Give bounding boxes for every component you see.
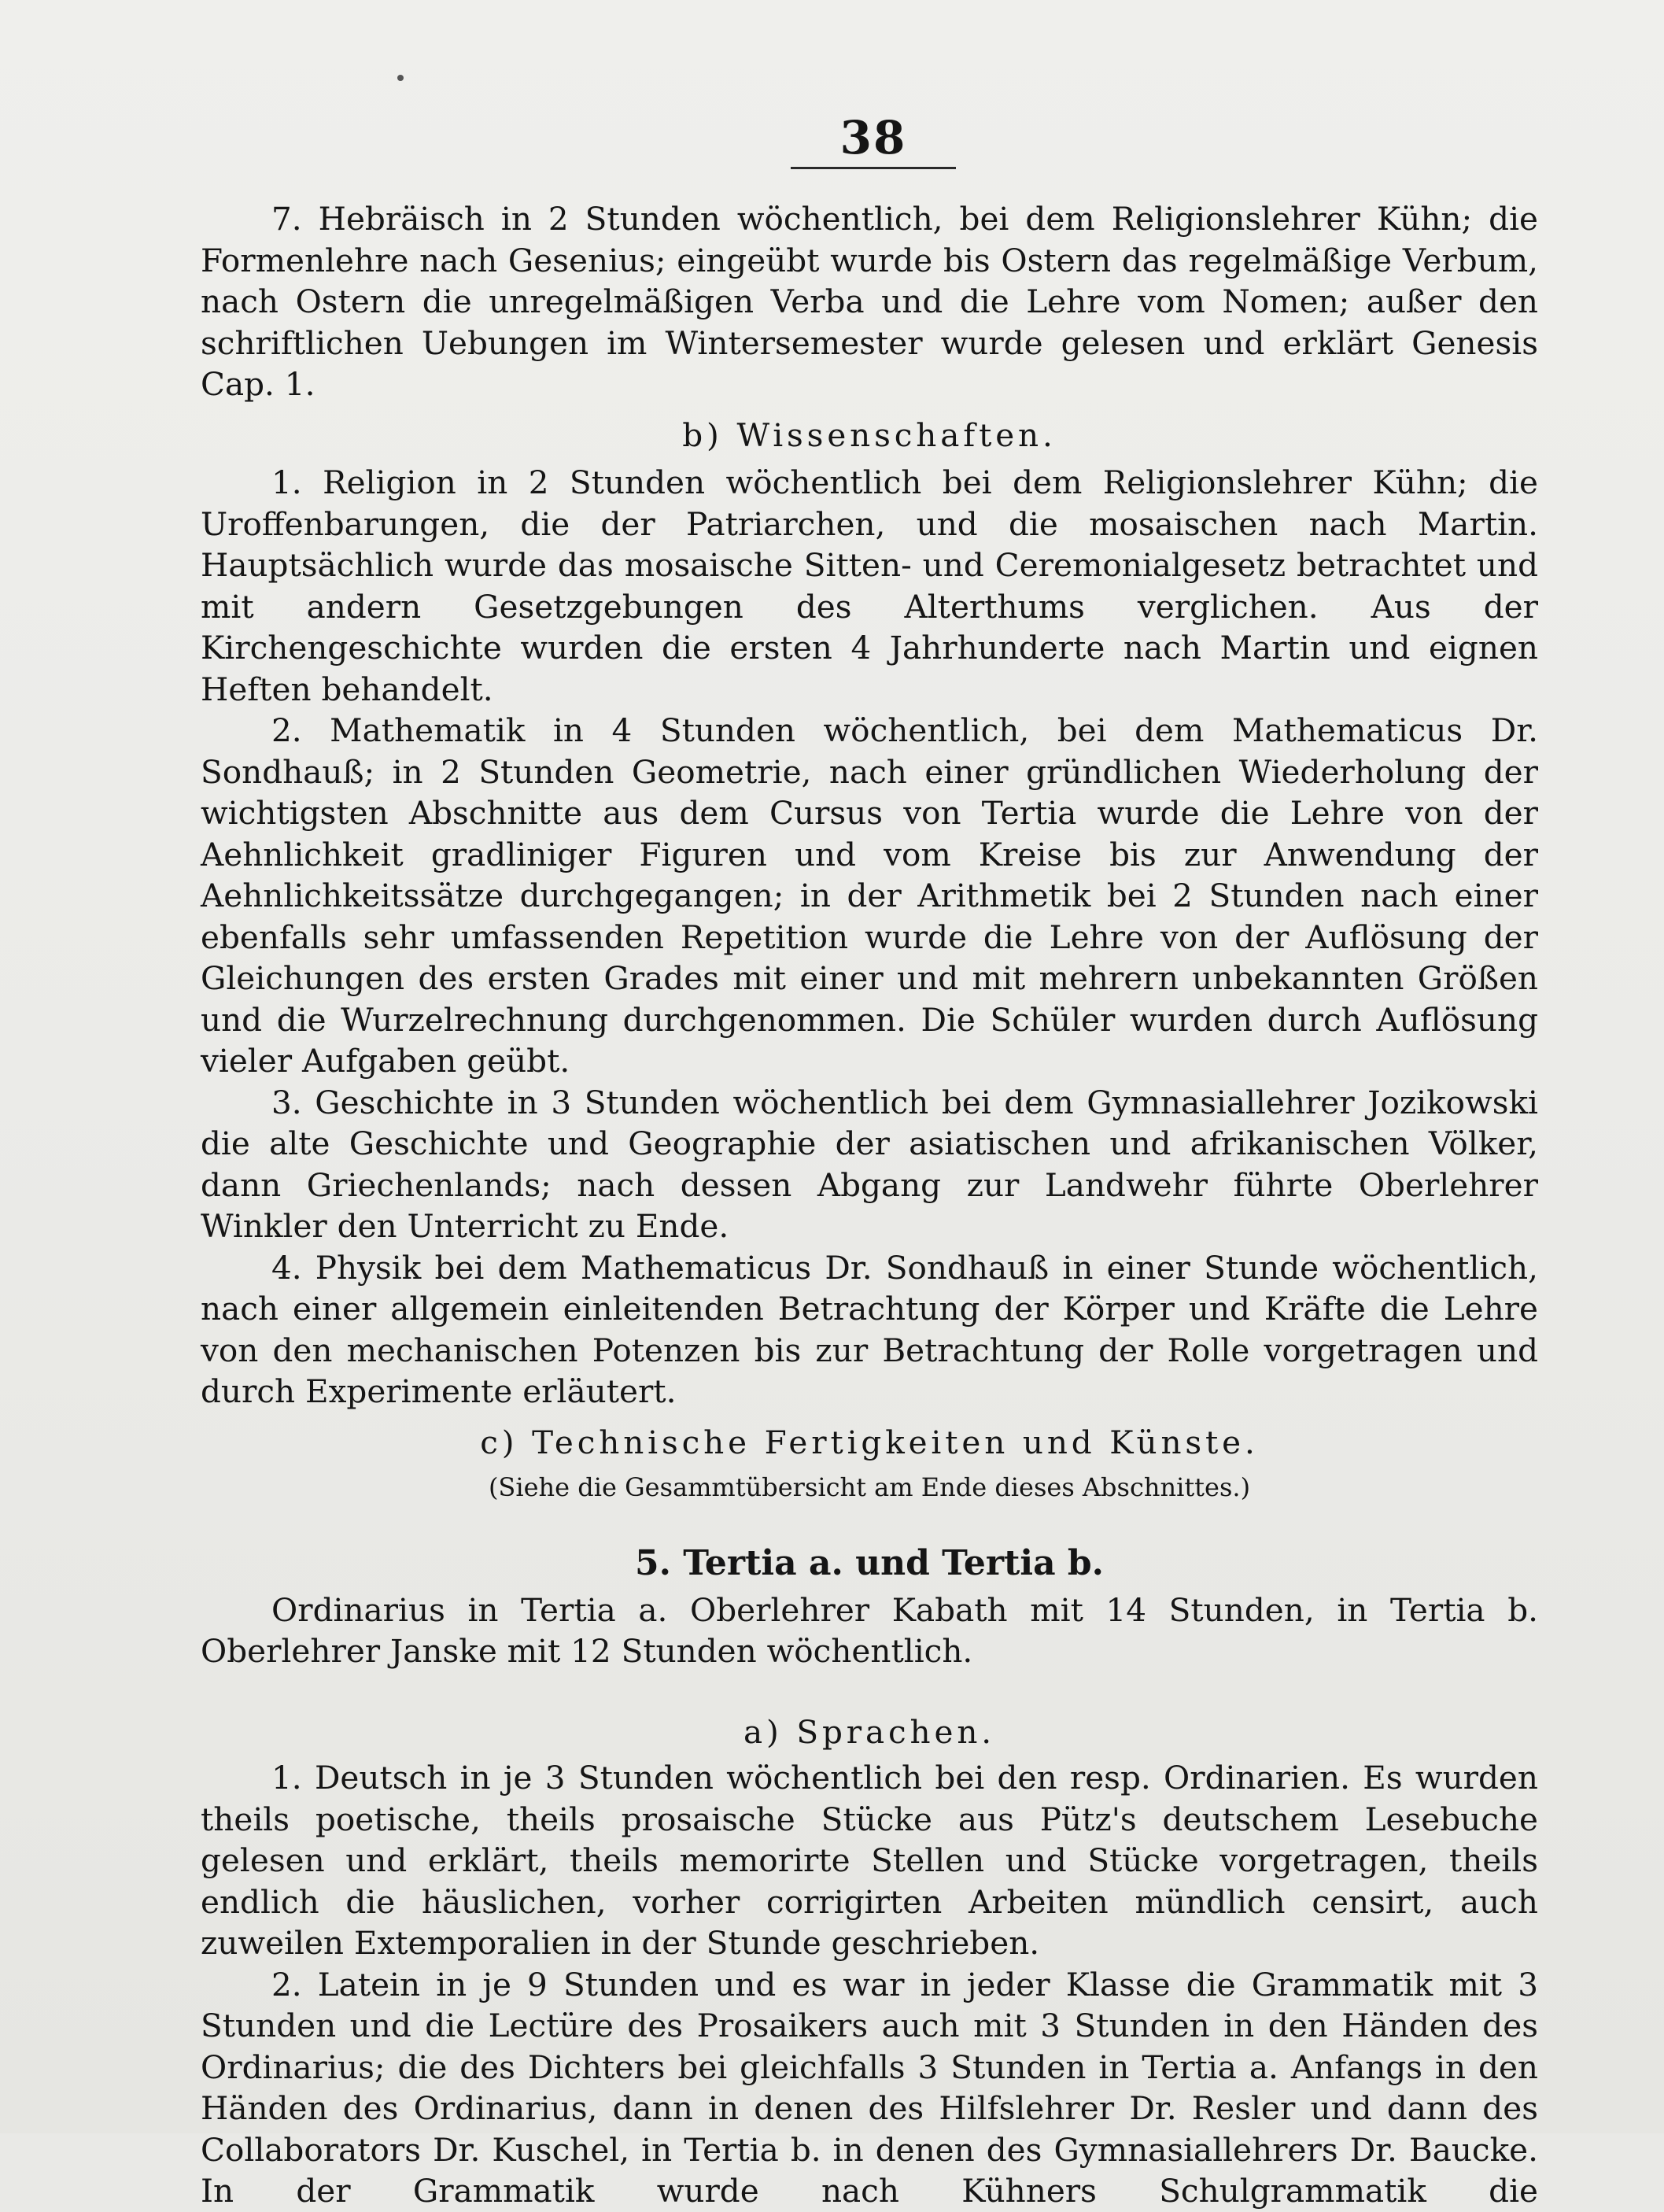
pencil-mark — [397, 75, 404, 81]
body-text — [201, 198, 1538, 2212]
heading-wissenschaften: b) Wissenschaften. — [682, 415, 1057, 454]
paragraph-geschichte: 3. Geschichte in 3 Stunden wöchentlich bei dem Gymnasiallehrer Jozikowski die alte Geschichte und Geographie der asiatischen und afrikanischen Völker, dann Griechenlands; nach dessen Abgang zur Landwehr führte Oberlehrer Winkler den Unterricht zu Ende. — [201, 1083, 1538, 1245]
paragraph-latein: 2. Latein in je 9 Stunden und es war in jeder Klasse die Grammatik mit 3 Stunden und die Lectüre des Prosaikers auch mit 3 Stunden in den Händen des Ordinarius; die des Dichters bei gleichfalls 3 Stunden in Tertia a. Anfangs in den Händen des Ordinarius, dann in denen des Hilfslehrer Dr. Resler und dann des Collaborators Dr. Kuschel, in Tertia b. in denen des Gymnasiallehrers Dr. Baucke. In der Grammatik wurde nach Kühners Schulgrammatik die — [201, 1965, 1538, 2210]
page-number-rule — [791, 167, 956, 169]
heading-technische: c) Technische Fertigkeiten und Künste. — [480, 1423, 1259, 1461]
paragraph-deutsch: 1. Deutsch in je 3 Stunden wöchentlich bei den resp. Ordinarien. Es wurden theils poetische, theils prosaische Stücke aus Pütz's deutschem Lesebuche gelesen und erklärt, theils memorirte Stellen und Stücke vorgetragen, theils endlich die häuslichen, vorher corrigirten Arbeiten mündlich censirt, auch zuweilen Extemporalien in der Stunde geschrieben. — [201, 1759, 1538, 1962]
heading-note: (Siehe die Gesammtübersicht am Ende dieses Abschnittes.) — [488, 1472, 1251, 1502]
paragraph-ordinarius: Ordinarius in Tertia a. Oberlehrer Kabath mit 14 Stunden, in Tertia b. Oberlehrer Janske mit 12 Stunden wöchentlich. — [201, 1590, 1538, 1670]
paragraph-mathematik: 2. Mathematik in 4 Stunden wöchentlich, bei dem Mathematicus Dr. Sondhauß; in 2 Stunden Geometrie, nach einer gründlichen Wiederholung der wichtigsten Abschnitte aus dem Cursus von Tertia wurde die Lehre von der Aehnlichkeit gradliniger Figuren und vom Kreise bis zur Anwendung der Aehnlichkeitssätze durchgegangen; in der Arithmetik bei 2 Stunden nach einer ebenfalls sehr umfassenden Repetition wurde die Lehre von der Auflösung der Gleichungen des ersten Grades mit einer und mit mehrern unbekannten Größen und die Wurzelrechnung durchgenommen. Die Schüler wurden durch Auflösung vieler Aufgaben geübt. — [201, 711, 1538, 1080]
paragraph-hebraeisch: 7. Hebräisch in 2 Stunden wöchentlich, bei dem Religionslehrer Kühn; die Formenlehre nach Gesenius; eingeübt wurde bis Ostern das regelmäßige Verbum, nach Ostern die unregelmäßigen Verba und die Lehre vom Nomen; außer den schriftlichen Uebungen im Wintersemester wurde gelesen und erklärt Genesis Cap. 1. — [201, 200, 1538, 403]
heading-tertia: 5. Tertia a. und Tertia b. — [634, 1543, 1105, 1583]
heading-sprachen: a) Sprachen. — [743, 1712, 995, 1751]
paragraph-religion: 1. Religion in 2 Stunden wöchentlich bei dem Religionslehrer Kühn; die Uroffenbarungen, die der Patriarchen, und die mosaischen nach Martin. Hauptsächlich wurde das mosaische Sitten- und Ceremonialgesetz betrachtet und mit andern Gesetzgebungen des Alterthums verglichen. Aus der Kirchengeschichte wurden die ersten 4 Jahrhunderte nach Martin und eignen Heften behandelt. — [201, 463, 1538, 708]
paragraph-physik: 4. Physik bei dem Mathematicus Dr. Sondhauß in einer Stunde wöchentlich, nach einer allgemein einleitenden Betrachtung der Körper und Kräfte die Lehre von den mechanischen Potenzen bis zur Betrachtung der Rolle vorgetragen und durch Experimente erläutert. — [201, 1248, 1538, 1410]
page-number: 38 — [839, 111, 907, 164]
